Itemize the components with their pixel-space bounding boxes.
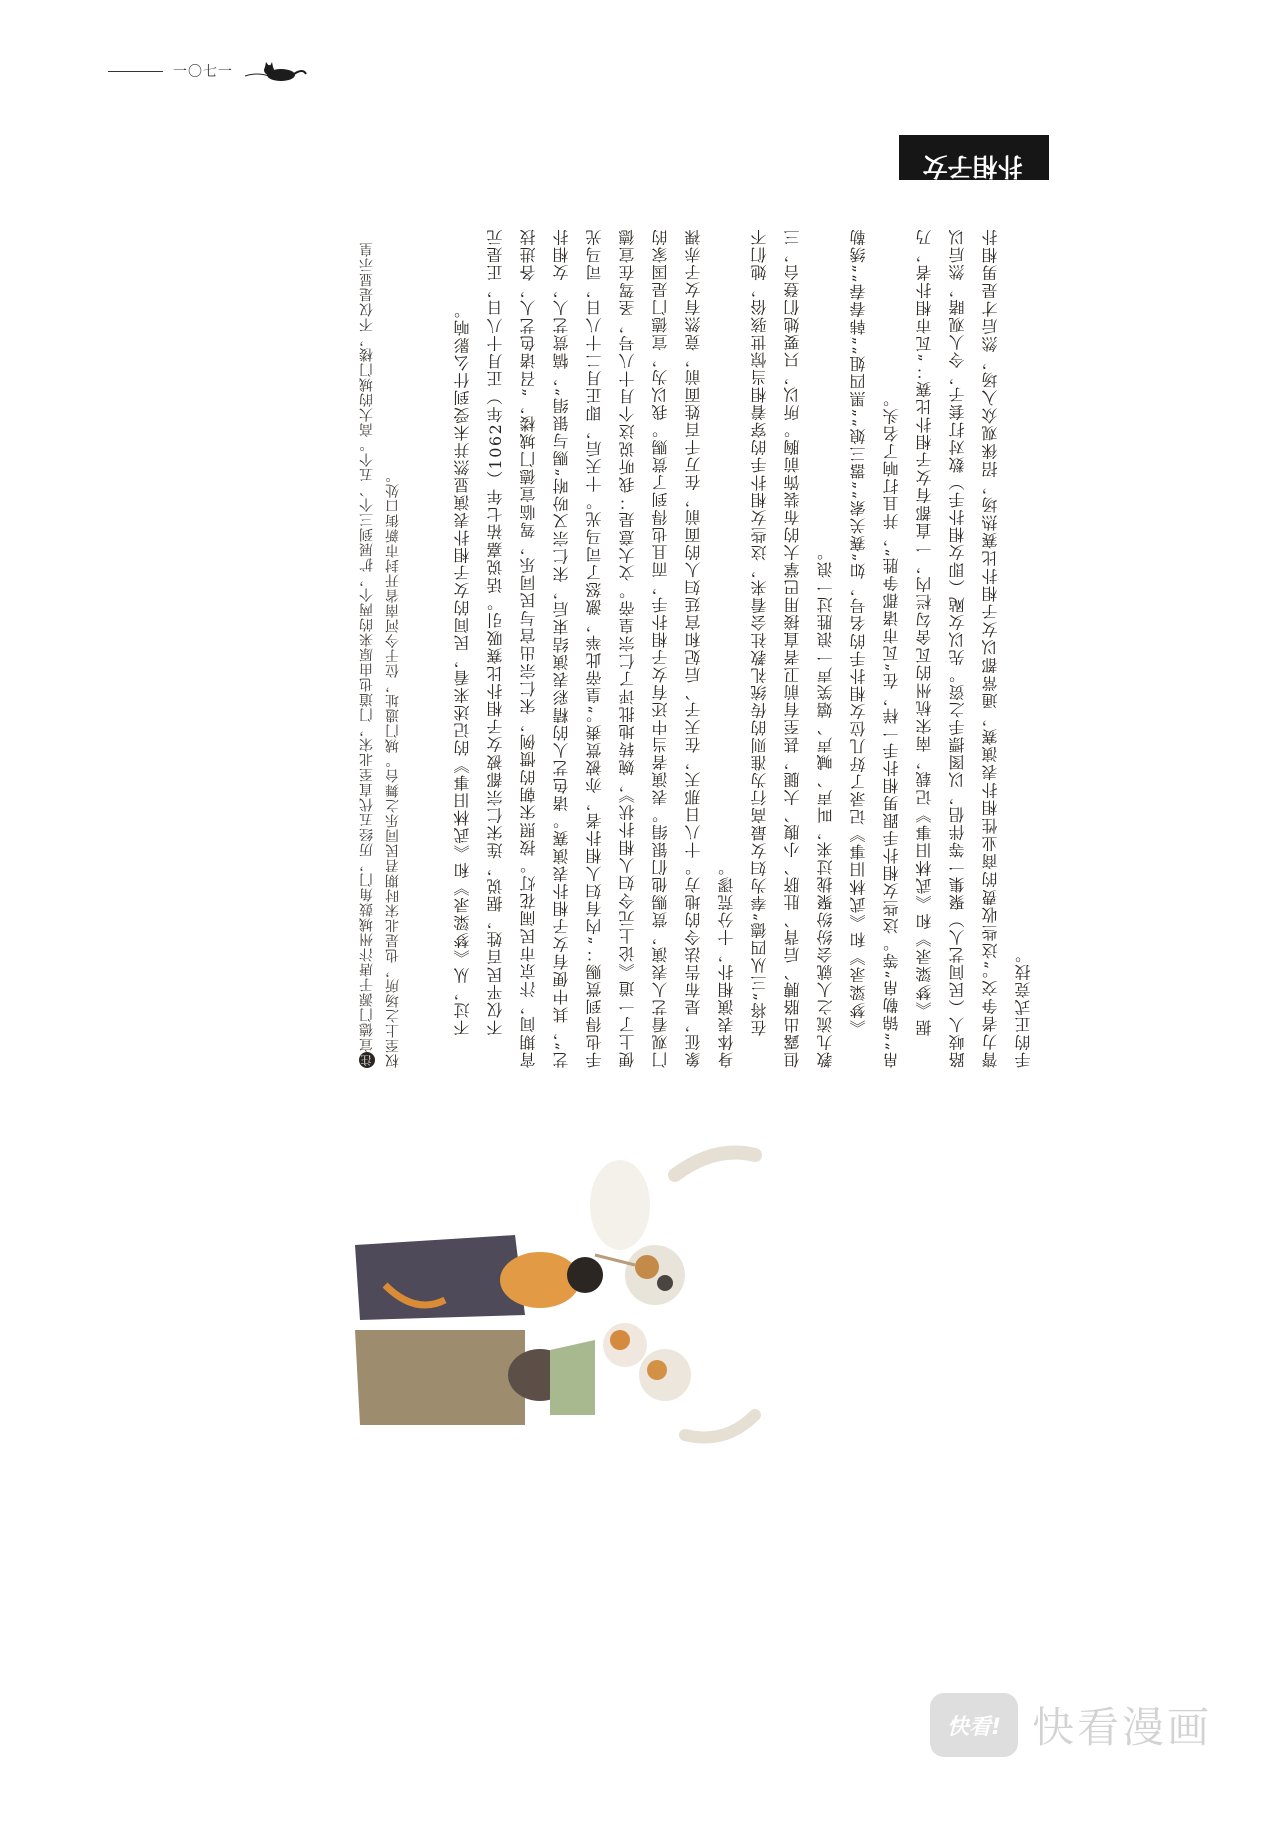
page-number-text: 一〇七一 bbox=[173, 64, 233, 80]
paragraph-5: 不过，从《梦粱录》和《武林旧事》的记述来看，民间的女子相扑表演显然并未受到什么影响。 bbox=[453, 301, 472, 1036]
watermark-text: 快看漫画 bbox=[1032, 1703, 1213, 1752]
watermark bbox=[930, 1690, 1212, 1760]
cats-wrestling-illustration bbox=[355, 1115, 795, 1475]
footnote-badge: 注 bbox=[360, 1054, 373, 1066]
page-number bbox=[108, 58, 309, 84]
paragraph-3: 在将“三从四德”奉为妇女最高行为准则的传统礼教社会看来，这些女相扑手的穿着相当惊世骇俗，她们不但露出胳膊、后背、肚脐、小腹、大腿，甚至有前卫者直接用巴掌大的布装饰前胸。所以，只要她们登台，三教九流之人就会纷纷聚拢过来，叫声、喊声、嬉笑声一浪胜过一浪。 bbox=[750, 228, 835, 1068]
section-title-text: 女子相扑 bbox=[922, 153, 1026, 180]
paragraph-2: 《梦粱录》和《武林旧事》记录了好几位女相扑手的名号，如“赛关索”“嚣三娘”“黑四姐”“韩春春”“绣勒帛”“锦勒帛”等。这些女相扑手跟男相扑手一样，在“瓦市诸郡争胜”，并且打响了名头。 bbox=[849, 228, 901, 1068]
section-title bbox=[899, 135, 1049, 180]
paragraph-4: 不仅平民百姓，据说，连宋仁宗都被女子相扑比赛吸引。话说嘉祐七年（1062年）正月十八日，正是元宵期间，汴京市民闹花灯。按照宋朝的惯例，宋仁宗出宫与民同乐，驾临宣德门城楼，“召诸色艺人，各进技艺”，其中便有女子相扑表演赛。诸色艺人的精彩表演结束后，宋仁宗又吩咐“赐与银绢”，犒赏艺人，女相扑手也得到赏赐：“内有妇人相扑者，亦被赏赉。”皇帝此举，激怒了司马光。十天后，即正月二十八日，司马光便上了一道《论上元令妇人相扑状》，婉转地批评了仁宗皇帝。文大意是：我听说这个月十八号，圣驾在宣德门观看艺人表演，赏赐他们银绢。表演者当中还有女子相扑手，而且也得到了赏赐。我以为，宣德门是国家的象征，是布告法令的地方。十八日那天，在天子、后妃和宫廷妇人的面前，在万千百姓面前，竟然有女子赤裸身体表演相扑，十分荒谬。 bbox=[486, 228, 736, 1068]
footnote bbox=[354, 228, 406, 1068]
watermark-logo: 快看! bbox=[930, 1693, 1018, 1757]
page-number-rule bbox=[108, 71, 163, 72]
body-text bbox=[110, 228, 1040, 1088]
black-cat-icon bbox=[243, 58, 309, 84]
footnote-text: 宣德门源于唐汴州城鼓角门，历经五代直至北宋，门道也由原来的两个，扩展到三个、五个。高大的城门楼，不仅是显示皇权至上之场所，也是北宋时期君民同乐之舞台。城门遗址，位于今河南省开封市新街口处。 bbox=[359, 242, 401, 1068]
paragraph-1: 据《梦粱录》和《武林旧事》记载，南宋杭州的瓦舍勾栏内，一直都有女子相扑比赛：“瓦市相扑者，乃路岐人（民间艺人）聚集一等伴侣，以图摽手之资。先以女飐（即女相扑手）数对打套子，令人观睹，然后以膂力者争交。”这些收费的商业性相扑表演赛，通常都以女子相扑比赛热场，招徕观众入场，然后才是男相扑手的正式竞技。 bbox=[915, 228, 1033, 1068]
